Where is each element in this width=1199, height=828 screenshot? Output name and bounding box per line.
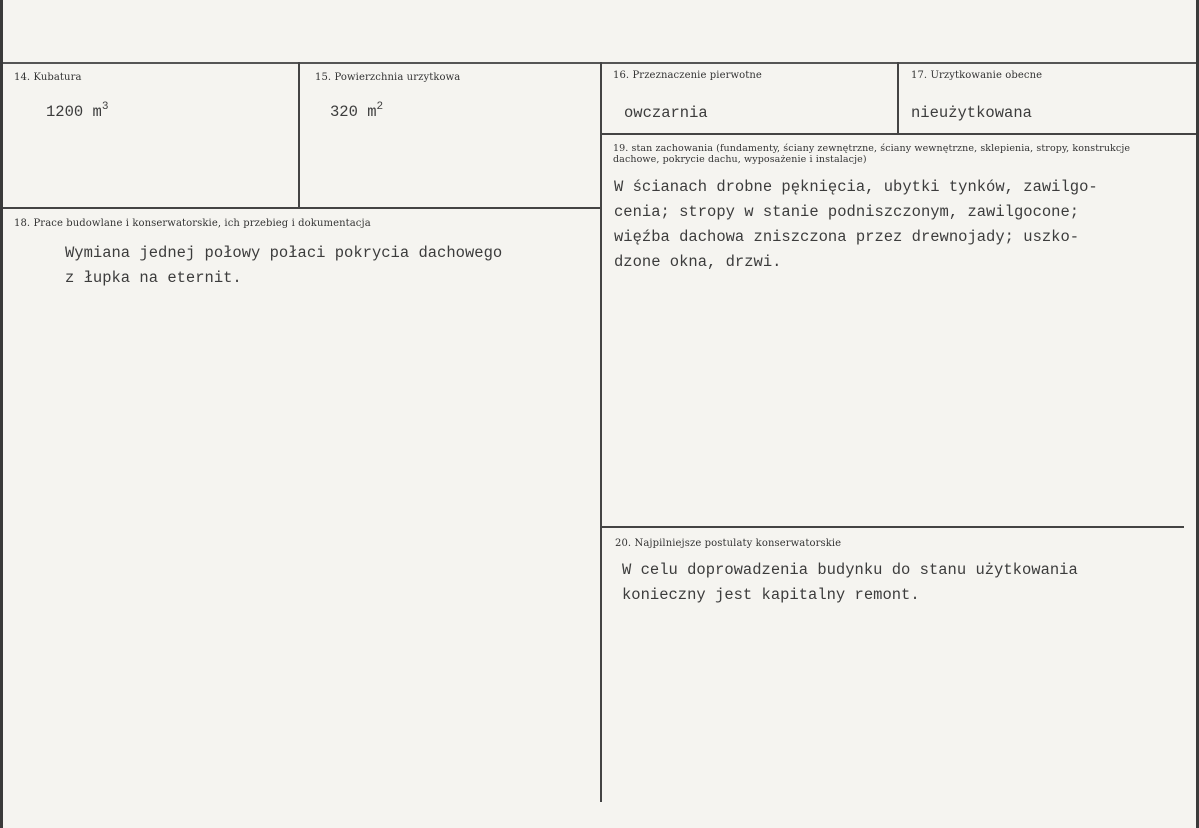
field-16-label: 16. Przeznaczenie pierwotne xyxy=(613,70,762,81)
field-19-line-4: dzone okna, drzwi. xyxy=(614,253,782,271)
field-20-label: 20. Najpilniejsze postulaty konserwatorskie xyxy=(615,538,842,549)
field-18-label: 18. Prace budowlane i konserwatorskie, ich przebieg i dokumentacja xyxy=(14,218,371,229)
field-19-line-3: więźba dachowa zniszczona przez drewnojady; uszko- xyxy=(614,228,1080,246)
field-14-label: 14. Kubatura xyxy=(14,72,82,83)
rule-below-16-17 xyxy=(600,133,1196,135)
field-18-line-2: z łupka na eternit. xyxy=(65,269,242,287)
field-14-exponent: 3 xyxy=(101,101,109,113)
field-15-exponent: 2 xyxy=(376,101,384,113)
field-14-value xyxy=(46,103,108,121)
field-16-value: owczarnia xyxy=(624,104,708,122)
field-15-label: 15. Powierzchnia urzytkowa xyxy=(315,72,461,83)
divider-14-15 xyxy=(298,62,300,208)
field-18-line-1: Wymiana jednej połowy połaci pokrycia dachowego xyxy=(65,244,503,262)
center-divider xyxy=(600,62,602,802)
rule-above-20 xyxy=(600,526,1184,528)
field-20-line-2: konieczny jest kapitalny remont. xyxy=(622,586,920,604)
divider-16-17 xyxy=(897,62,899,134)
field-14-number: 1200 m xyxy=(46,103,102,121)
field-19-line-1: W ścianach drobne pęknięcia, ubytki tynków, zawilgo- xyxy=(614,178,1098,196)
field-15-number: 320 m xyxy=(330,103,377,121)
field-15-value xyxy=(330,103,383,121)
field-17-value: nieużytkowana xyxy=(911,104,1032,122)
field-20-line-1: W celu doprowadzenia budynku do stanu użytkowania xyxy=(622,561,1078,579)
field-17-label: 17. Urzytkowanie obecne xyxy=(911,70,1043,81)
field-19-label: 19. stan zachowania (fundamenty, ściany zewnętrzne, ściany wewnętrzne, sklepienia, stropy, konstrukcje dachowe, pokrycie dachu, wyposażenie i instalacje) xyxy=(613,143,1131,165)
field-19-line-2: cenia; stropy w stanie podniszczonym, zawilgocone; xyxy=(614,203,1080,221)
rule-below-14-15 xyxy=(3,207,601,209)
card-edge-left xyxy=(0,0,3,828)
